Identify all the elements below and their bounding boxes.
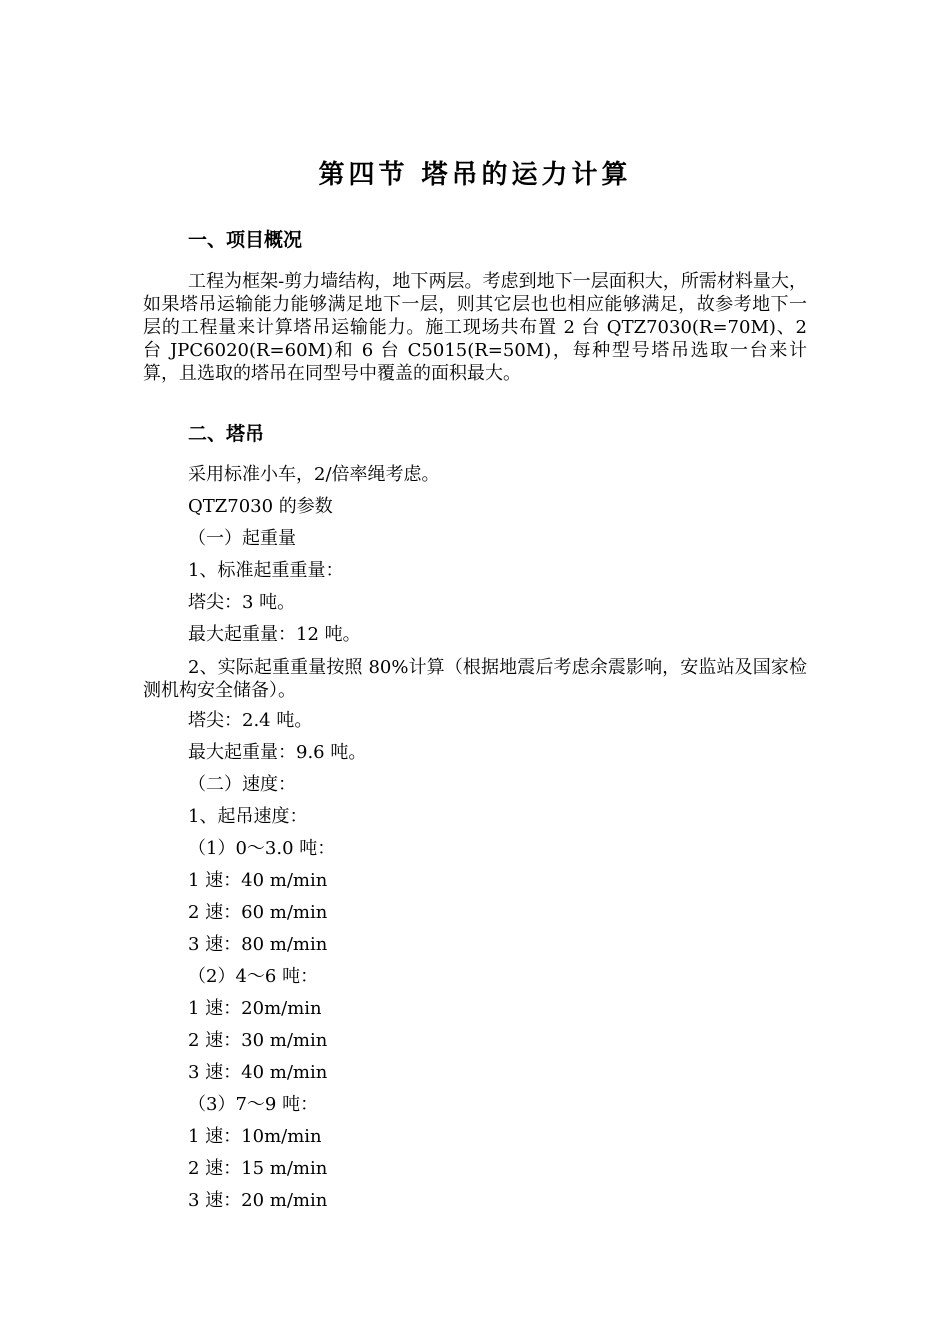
text-line: （1）0～3.0 吨：: [188, 838, 336, 859]
text-line: 3 速：20 m/min: [188, 1190, 328, 1211]
text-line: 采用标准小车，2/倍率绳考虑。: [188, 464, 440, 485]
actual-load-paragraph: 2、实际起重重量按照 80%计算（根据地震后考虑余震影响，安监站及国家检测机构安全储备）。: [143, 657, 807, 701]
text-line: （3）7～9 吨：: [188, 1094, 319, 1115]
text-line: （2）4～6 吨：: [188, 966, 319, 987]
section-heading-tower-crane: 二、塔吊: [188, 423, 265, 445]
text-line: 2 速：30 m/min: [188, 1030, 328, 1051]
page-title: 第四节 塔吊的运力计算: [318, 160, 632, 190]
text-line: 1 速：40 m/min: [188, 870, 328, 891]
text-line: 塔尖：2.4 吨。: [188, 710, 313, 731]
text-line: 塔尖：3 吨。: [188, 592, 296, 613]
text-line: 1、起吊速度：: [188, 806, 308, 827]
text-line: 3 速：40 m/min: [188, 1062, 328, 1083]
text-line: 1 速：20m/min: [188, 998, 322, 1019]
text-line: 3 速：80 m/min: [188, 934, 328, 955]
text-line: 1、标准起重重量：: [188, 560, 344, 581]
text-line: 2 速：60 m/min: [188, 902, 328, 923]
text-line: 最大起重量：9.6 吨。: [188, 742, 367, 763]
text-line: 最大起重量：12 吨。: [188, 624, 361, 645]
section-heading-overview: 一、项目概况: [188, 229, 303, 251]
text-line: 1 速：10m/min: [188, 1126, 322, 1147]
text-line: QTZ7030 的参数: [188, 496, 333, 517]
text-line: 2 速：15 m/min: [188, 1158, 328, 1179]
overview-paragraph: 工程为框架-剪力墙结构，地下两层。考虑到地下一层面积大，所需材料量大，如果塔吊运输能力能够满足地下一层，则其它层也也相应能够满足，故参考地下一层的工程量来计算塔吊运输能力。施工现场共布置 2 台 QTZ7030(R=70M)、2 台 JPC6020(R=60M)和 6 台 C5015(R=50M)，每种型号塔吊选取一台来计算，且选取的塔吊在同型号中覆盖的面积最大。: [143, 271, 807, 384]
subsection-heading: （二）速度：: [188, 774, 296, 795]
subsection-heading: （一）起重量: [188, 528, 296, 549]
